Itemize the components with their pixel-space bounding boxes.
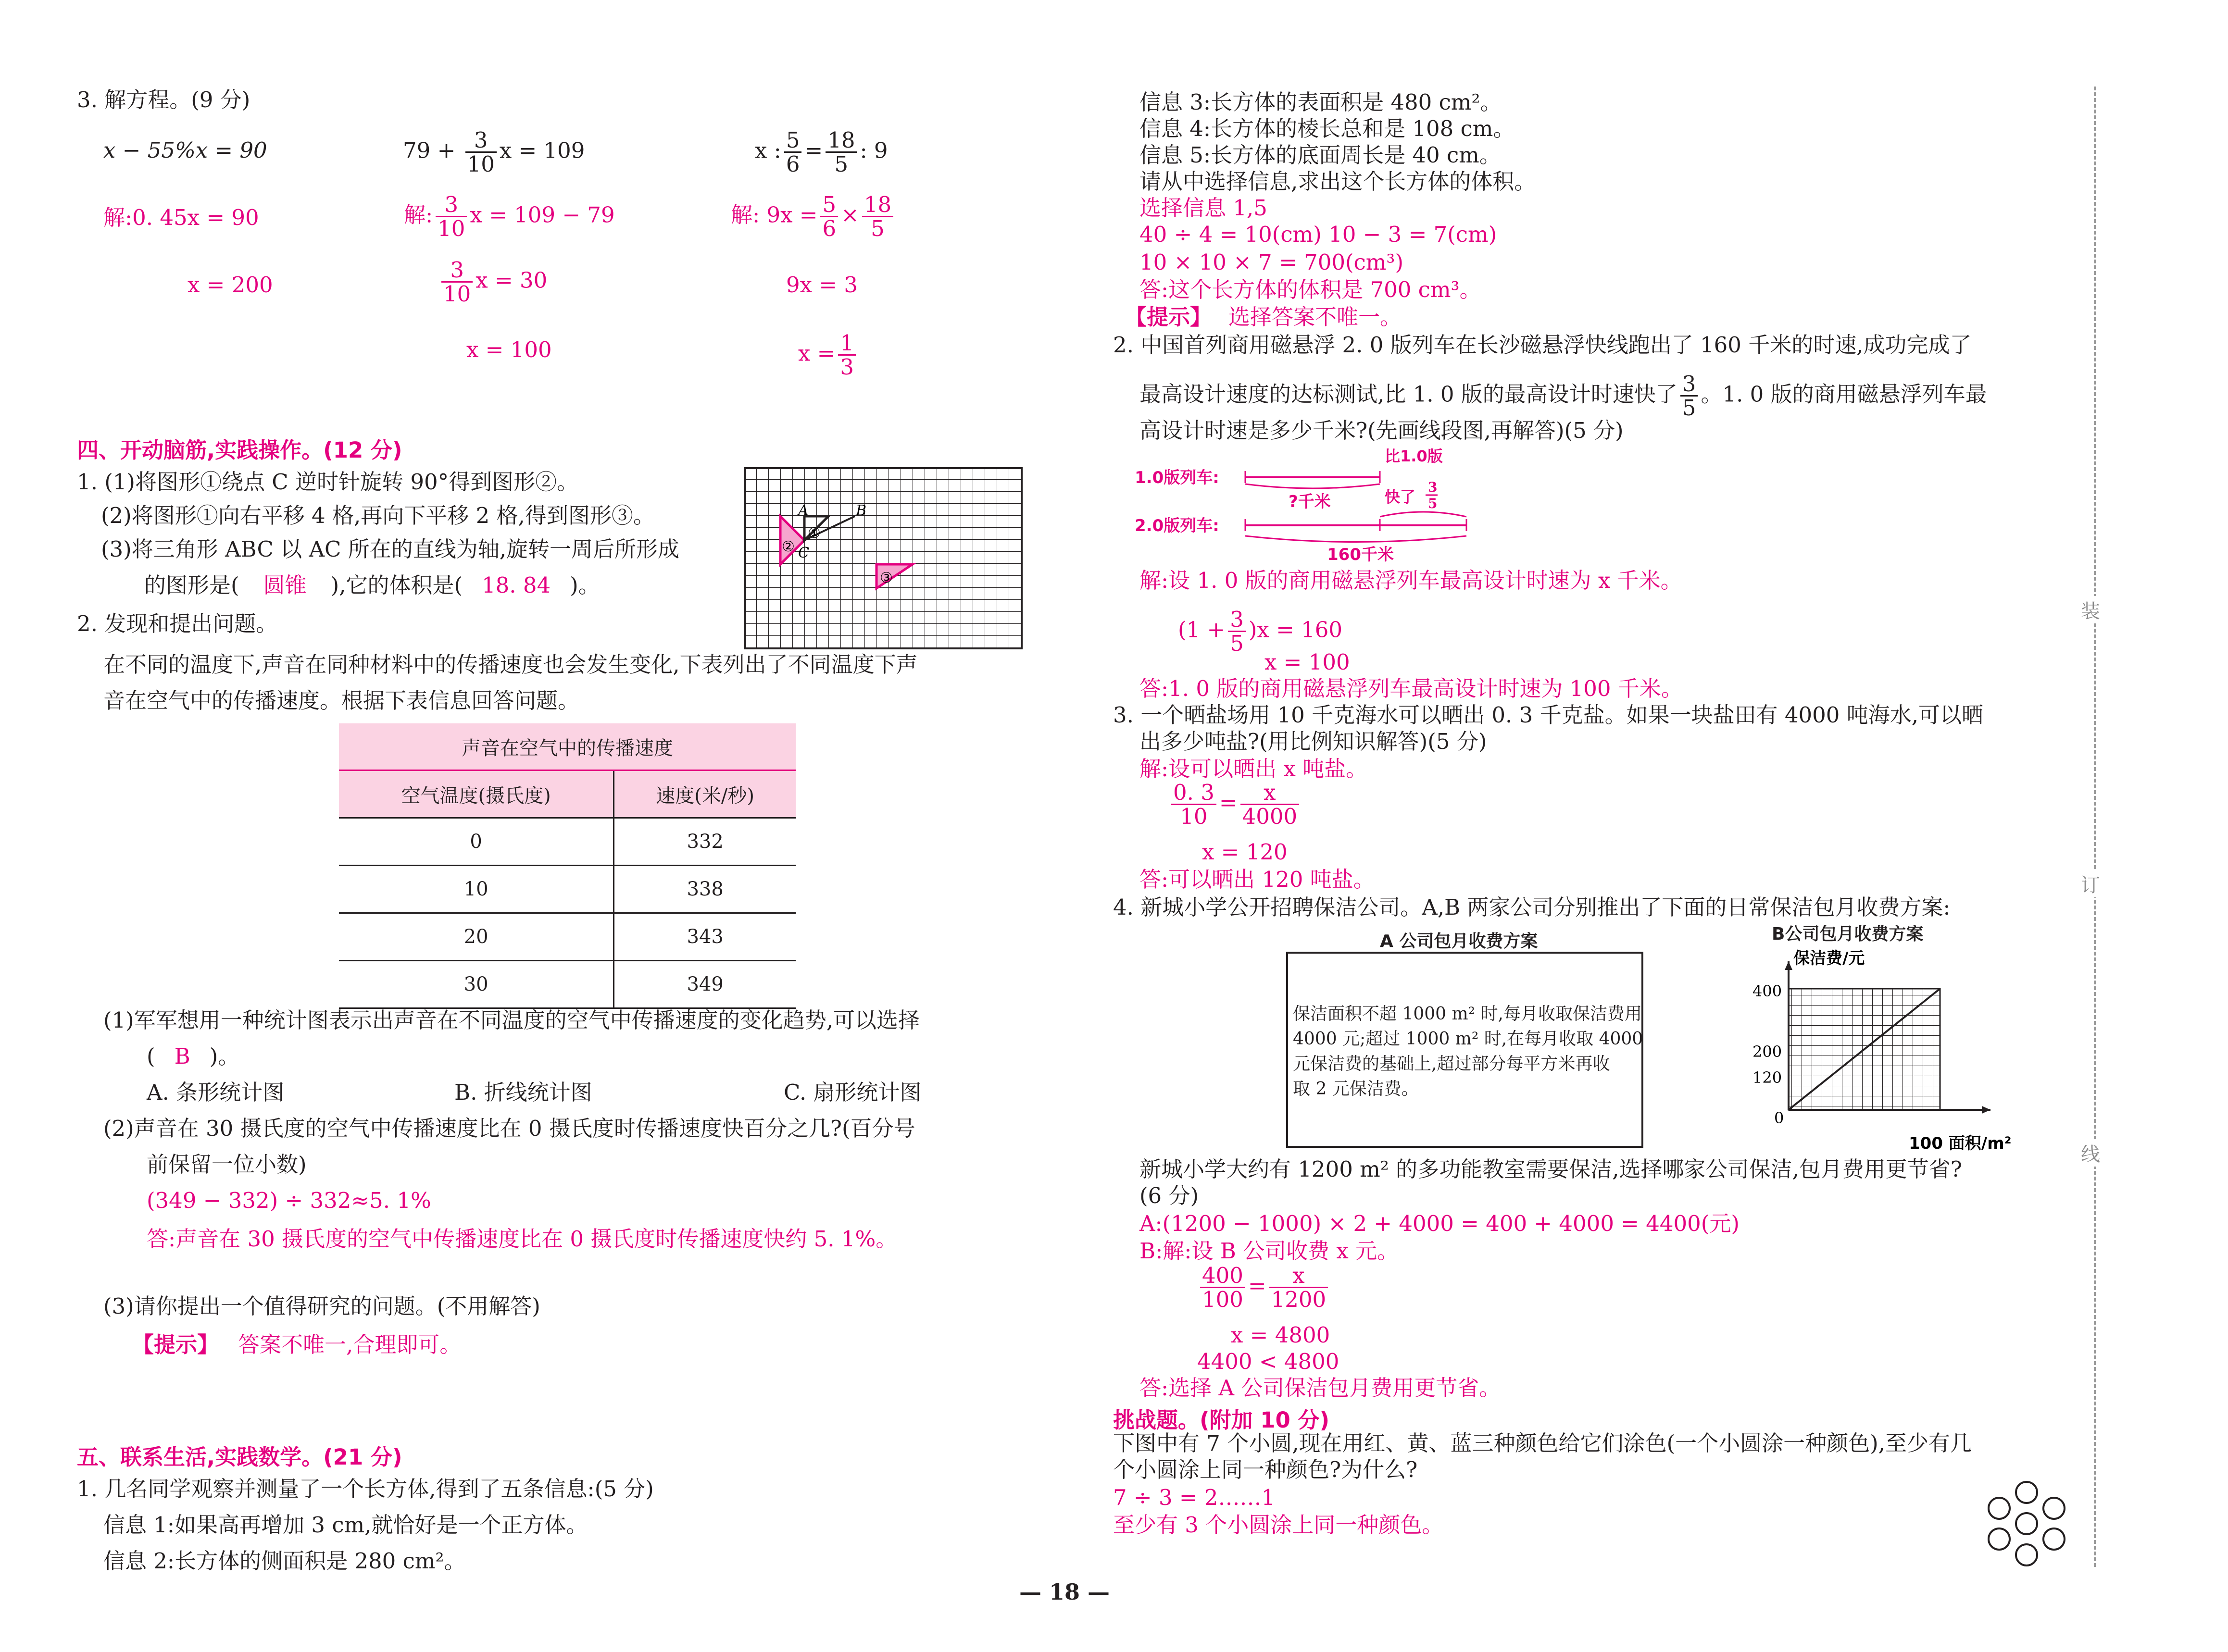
- sound-speed-table: [339, 723, 796, 1009]
- eq2-step2: $\frac{3}{10}$ x = 30: [438, 259, 547, 306]
- q2-answer-1: 解:设 1. 0 版的商用磁悬浮列车最高设计时速为 x 千米。: [1139, 568, 1682, 593]
- table-row: 0 332: [339, 818, 796, 866]
- circle: [1989, 1498, 2010, 1519]
- plan-b-chart: [1731, 944, 2012, 1154]
- binding-line: [2094, 87, 2096, 1567]
- label-b: B: [856, 502, 867, 519]
- sec4-q1-line1: 1. (1)将图形①绕点 C 逆时针旋转 90°得到图形②。: [77, 469, 579, 495]
- table-header-temp: 空气温度(摄氏度): [339, 770, 614, 818]
- sub2-line2: 前保留一位小数): [147, 1152, 307, 1177]
- q4-line2: 新城小学大约有 1200 m² 的多功能教室需要保洁,选择哪家公司保洁,包月费用更节省?: [1139, 1156, 1962, 1182]
- sec5-q1-line1: 1. 几名同学观察并测量了一个长方体,得到了五条信息:(5 分): [77, 1476, 654, 1502]
- circle: [2016, 1482, 2037, 1503]
- circle: [1989, 1528, 2010, 1550]
- q4-answer-x: x = 4800: [1231, 1322, 1330, 1348]
- option-a: A. 条形统计图: [147, 1080, 285, 1105]
- q2-answer-3: x = 100: [1264, 649, 1350, 675]
- tick-120: 120: [1752, 1068, 1782, 1087]
- option-c: C. 扇形统计图: [784, 1080, 922, 1105]
- margin-char-2: 订: [2081, 870, 2100, 897]
- q2-answer-4: 答:1. 0 版的商用磁悬浮列车最高设计时速为 100 千米。: [1139, 676, 1683, 701]
- q4-line1: 4. 新城小学公开招聘保洁公司。A,B 两家公司分别推出了下面的日常保洁包月收费方案:: [1113, 894, 1951, 920]
- more-label-1: 比1.0版: [1385, 447, 1443, 465]
- label-c: C: [798, 545, 809, 561]
- info-2: 信息 2:长方体的侧面积是 280 cm²。: [103, 1548, 466, 1574]
- volume-answer-1: 选择信息 1,5: [1139, 195, 1267, 221]
- circle: [2043, 1498, 2065, 1519]
- volume-answer-2: 40 ÷ 4 = 10(cm) 10 − 3 = 7(cm): [1139, 222, 1497, 247]
- q2-line3: 高设计时速是多少千米?(先画线段图,再解答)(5 分): [1139, 418, 1624, 443]
- eq3-step2: 9x = 3: [786, 272, 858, 298]
- option-b: B. 折线统计图: [454, 1080, 592, 1105]
- info-1: 信息 1:如果高再增加 3 cm,就恰好是一个正方体。: [103, 1512, 588, 1538]
- answer-b: B: [174, 1043, 190, 1069]
- plan-b-title: B公司包月收费方案: [1772, 924, 1924, 944]
- more-frac-num: 3: [1428, 479, 1438, 495]
- x-axis-arrow: [1982, 1106, 1990, 1114]
- sub3-hint: 【提示】 答案不唯一,合理即可。: [132, 1332, 462, 1357]
- challenge-line1: 下图中有 7 个小圆,现在用红、黄、蓝三种颜色给它们涂色(一个小圆涂一种颜色),至少有几: [1113, 1430, 1972, 1456]
- q4-answer-proportion: $\frac{400}{100}$ = $\frac{x}{1200}$: [1197, 1264, 1331, 1311]
- info-3: 信息 3:长方体的表面积是 480 cm²。: [1139, 89, 1502, 115]
- section-4-title: 四、开动脑筋,实践操作。(12 分): [77, 437, 402, 463]
- q4-answer-b: B:解:设 B 公司收费 x 元。: [1139, 1238, 1399, 1264]
- tick-400: 400: [1752, 982, 1782, 1000]
- label-shape-1: ①: [808, 525, 821, 542]
- seven-circles-figure: [1978, 1476, 2075, 1572]
- table-caption: 声音在空气中的传播速度: [339, 723, 796, 770]
- rotation-grid: [744, 467, 1033, 649]
- section-5-title: 五、联系生活,实践数学。(21 分): [77, 1444, 402, 1470]
- eq1-step2: x = 200: [188, 272, 273, 298]
- table-header-speed: 速度(米/秒): [614, 770, 796, 818]
- sec4-q2-para1: 在不同的温度下,声音在同种材料中的传播速度也会发生变化,下表列出了不同温度下声: [103, 652, 918, 677]
- sec4-q1-line4: 的图形是( 圆锥 ),它的体积是( 18. 84 )。: [144, 572, 600, 598]
- sec4-q2-para2: 音在空气中的传播速度。根据下表信息回答问题。: [103, 688, 580, 713]
- y-axis-arrow: [1785, 961, 1792, 970]
- margin-char-3: 线: [2081, 1139, 2100, 1167]
- bracket-q: [1245, 484, 1380, 488]
- circle: [2043, 1528, 2065, 1550]
- sub2-line1: (2)声音在 30 摄氏度的空气中传播速度比在 0 摄氏度时传播速度快百分之几?(百分号: [103, 1116, 915, 1141]
- sub3-line1: (3)请你提出一个值得研究的问题。(不用解答): [103, 1293, 540, 1319]
- q4-answer-a: A:(1200 − 1000) × 2 + 4000 = 400 + 4000 = 4400(元): [1139, 1211, 1740, 1236]
- volume-question: 请从中选择信息,求出这个长方体的体积。: [1139, 169, 1536, 194]
- circle: [2016, 1544, 2037, 1565]
- plan-a-line3: 元保洁费的基础上,超过部分每平方米再收: [1293, 1054, 1610, 1074]
- q4-answer-final: 答:选择 A 公司保洁包月费用更节省。: [1139, 1375, 1501, 1401]
- answer-volume: 18. 84: [482, 572, 551, 598]
- y-axis-label: 保洁费/元: [1793, 949, 1865, 968]
- q4-answer-compare: 4400 < 4800: [1197, 1349, 1339, 1374]
- sub1-line1: (1)军军想用一种统计图表示出声音在不同温度的空气中传播速度的变化趋势,可以选择: [103, 1007, 920, 1033]
- more-frac-den: 5: [1428, 496, 1438, 511]
- bracket-more: [1380, 512, 1466, 517]
- q2-line2: 最高设计速度的达标测试,比 1. 0 版的最高设计时速快了 $\frac{3}{5}$ 。1. 0 版的商用磁悬浮列车最: [1139, 371, 1987, 421]
- sub2-answer1: (349 − 332) ÷ 332≈5. 1%: [147, 1188, 431, 1213]
- sec4-q1-line2: (2)将图形①向右平移 4 格,再向下平移 2 格,得到图形③。: [101, 503, 655, 528]
- plan-a-line4: 取 2 元保洁费。: [1293, 1079, 1419, 1099]
- eq3-problem: x : $\frac{5}{6}$ = $\frac{18}{5}$ : 9: [755, 127, 888, 177]
- label-a: A: [798, 502, 809, 519]
- table-row: 10 338: [339, 866, 796, 913]
- eq1-problem: x − 55%x = 90: [103, 137, 267, 163]
- eq2-step3: x = 100: [466, 337, 552, 362]
- q-label: ?千米: [1289, 492, 1331, 511]
- table-row: 20 343: [339, 913, 796, 961]
- eq2-step1: 解: $\frac{3}{10}$ x = 109 − 79: [404, 192, 615, 242]
- challenge-title: 挑战题。(附加 10 分): [1113, 1407, 1330, 1433]
- answer-cone: 圆锥: [263, 572, 307, 598]
- plan-a-line1: 保洁面积不超 1000 m² 时,每月收取保洁费用: [1293, 1004, 1642, 1024]
- challenge-answer-2: 至少有 3 个小圆涂上同一种颜色。: [1113, 1512, 1444, 1538]
- eq3-step3: x = $\frac{1}{3}$: [798, 332, 859, 379]
- challenge-answer-1: 7 ÷ 3 = 2……1: [1113, 1485, 1276, 1510]
- plan-a-line2: 4000 元;超过 1000 m² 时,在每月收取 4000: [1293, 1029, 1643, 1049]
- volume-answer-4: 答:这个长方体的体积是 700 cm³。: [1139, 277, 1481, 302]
- q3-answer-1: 解:设可以晒出 x 吨盐。: [1139, 756, 1368, 782]
- volume-hint: 【提示】 选择答案不唯一。: [1125, 304, 1402, 330]
- plan-a-title: A 公司包月收费方案: [1380, 932, 1538, 951]
- page-number: — 18 —: [1019, 1579, 1110, 1605]
- eq2-problem: 79 + $\frac{3}{10}$ x = 109: [403, 127, 585, 177]
- total-label: 160千米: [1327, 545, 1394, 564]
- row-2-label: 2.0版列车:: [1135, 516, 1219, 535]
- q3-line1: 3. 一个晒盐场用 10 千克海水可以晒出 0. 3 千克盐。如果一块盐田有 4000 吨海水,可以晒: [1113, 702, 1984, 728]
- speed-line-diagram: [1135, 445, 1500, 565]
- table-row: 30 349: [339, 961, 796, 1008]
- tick-0: 0: [1774, 1109, 1784, 1127]
- margin-char-1: 装: [2081, 596, 2100, 623]
- info-5: 信息 5:长方体的底面周长是 40 cm。: [1139, 142, 1501, 168]
- sec4-q1-line3: (3)将三角形 ABC 以 AC 所在的直线为轴,旋转一周后所形成: [101, 536, 680, 562]
- sub1-choice: ( B )。: [147, 1043, 240, 1069]
- q3-title: 3. 解方程。(9 分): [77, 87, 250, 112]
- q3-answer-2: $\frac{0. 3}{10}$ = $\frac{x}{4000}$: [1168, 781, 1302, 828]
- info-4: 信息 4:长方体的棱长总和是 108 cm。: [1139, 116, 1515, 141]
- tick-200: 200: [1752, 1043, 1782, 1061]
- q3-line2: 出多少吨盐?(用比例知识解答)(5 分): [1139, 729, 1487, 754]
- sec4-q2-title: 2. 发现和提出问题。: [77, 611, 278, 636]
- q3-answer-4: 答:可以晒出 120 吨盐。: [1139, 867, 1375, 892]
- label-shape-3: ③: [880, 570, 893, 586]
- bracket-total: [1245, 536, 1466, 542]
- plan-a-box: [1286, 952, 1643, 1148]
- eq1-step1: 解:0. 45x = 90: [103, 205, 259, 230]
- eq3-step1: 解: 9x = $\frac{5}{6}$ × $\frac{18}{5}$: [731, 193, 896, 240]
- x-axis-label: 100 面积/m²: [1909, 1134, 2012, 1153]
- more-label-2: 快了: [1385, 488, 1416, 506]
- circle: [2016, 1513, 2037, 1534]
- label-shape-2: ②: [782, 538, 795, 555]
- q4-line3: (6 分): [1139, 1183, 1199, 1208]
- q2-line1: 2. 中国首列商用磁悬浮 2. 0 版列车在长沙磁悬浮快线跑出了 160 千米的时速,成功完成了: [1113, 332, 1972, 358]
- volume-answer-3: 10 × 10 × 7 = 700(cm³): [1139, 249, 1404, 275]
- q2-answer-2: (1 + $\frac{3}{5}$ )x = 160: [1178, 607, 1342, 657]
- q3-answer-3: x = 120: [1202, 839, 1288, 865]
- sub2-answer2: 答:声音在 30 摄氏度的空气中传播速度比在 0 摄氏度时传播速度快约 5. 1%。: [147, 1226, 898, 1252]
- row-1-label: 1.0版列车:: [1135, 468, 1219, 487]
- challenge-line2: 个小圆涂上同一种颜色?为什么?: [1113, 1457, 1418, 1482]
